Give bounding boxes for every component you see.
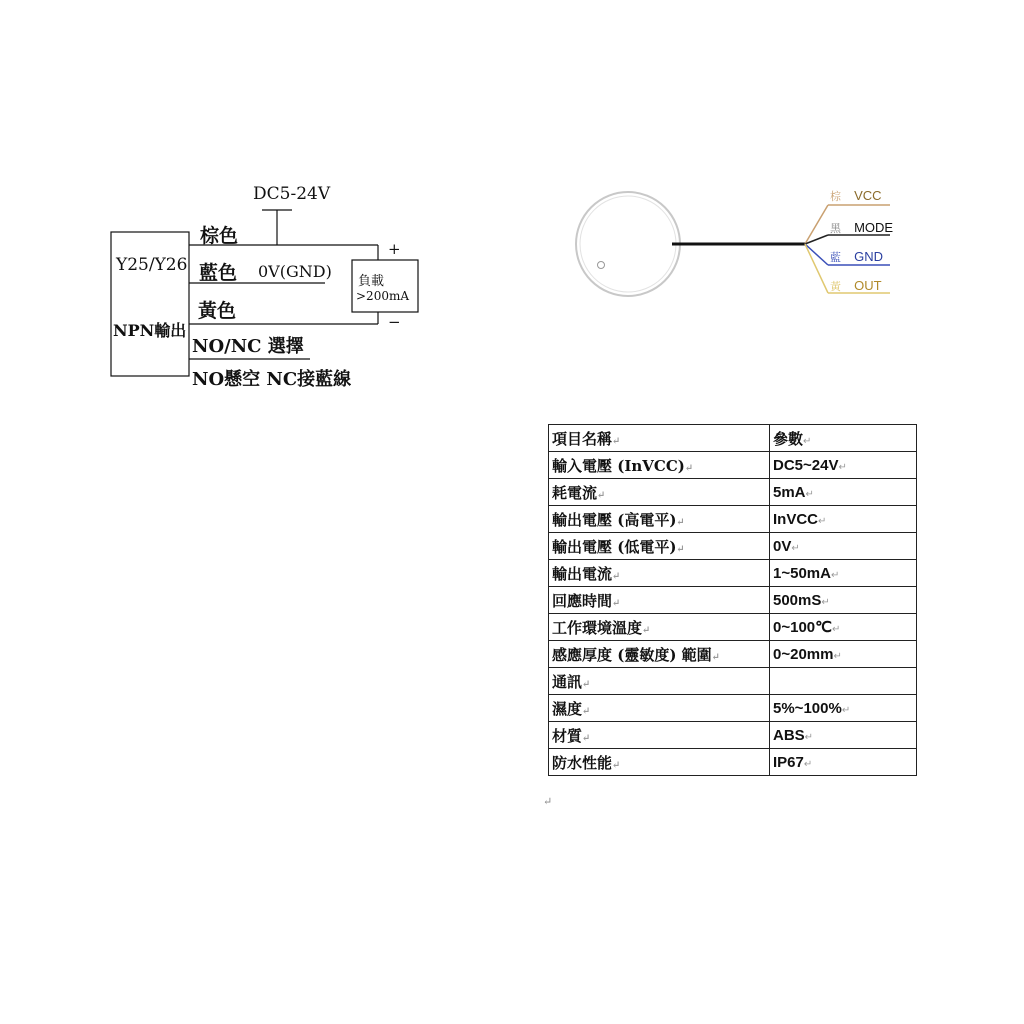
- table-row: [549, 641, 917, 668]
- table-row: [549, 506, 917, 533]
- paragraph-mark: ↵: [543, 795, 553, 808]
- wire-name-out: OUT: [854, 278, 882, 293]
- minus-label: −: [388, 313, 401, 331]
- spec-name: 回應時間↵: [549, 587, 770, 614]
- spec-name: 輸入電壓 (InVCC)↵: [549, 452, 770, 479]
- spec-value: IP67↵: [770, 749, 917, 776]
- wire-name-mode: MODE: [854, 220, 894, 235]
- wire-label-out: [830, 275, 882, 294]
- table-row: [549, 533, 917, 560]
- spec-name: 工作環境溫度↵: [549, 614, 770, 641]
- sensor-box: [111, 232, 189, 376]
- wire-gnd: [805, 244, 828, 265]
- table-row: [549, 749, 917, 776]
- wire-vcc: [805, 205, 828, 244]
- nonc-select-label: NO/NC 選擇: [192, 336, 304, 357]
- spec-name: 通訊↵: [549, 668, 770, 695]
- spec-value: ABS↵: [770, 722, 917, 749]
- spec-value: DC5~24V↵: [770, 452, 917, 479]
- spec-value: [770, 668, 917, 695]
- table-row: [549, 668, 917, 695]
- table-row: [549, 452, 917, 479]
- brown-wire-label: 棕色: [200, 225, 239, 247]
- plus-label: +: [388, 240, 401, 258]
- spec-value: 5mA↵: [770, 479, 917, 506]
- spec-value: 0~20mm↵: [770, 641, 917, 668]
- table-row: [549, 722, 917, 749]
- wire-mark-vcc: 棕: [830, 191, 841, 203]
- sensor-disc: [576, 192, 680, 296]
- wire-label-mode: [830, 217, 893, 236]
- table-row: [549, 425, 917, 452]
- wire-name-gnd: GND: [854, 249, 883, 264]
- spec-name: 濕度↵: [549, 695, 770, 722]
- wire-mark-gnd: 藍: [830, 252, 841, 264]
- spec-value: 5%~100%↵: [770, 695, 917, 722]
- table-row: [549, 587, 917, 614]
- spec-name: 耗電流↵: [549, 479, 770, 506]
- spec-value: 0~100℃↵: [770, 614, 917, 641]
- spec-name: 材質↵: [549, 722, 770, 749]
- table-row: [549, 614, 917, 641]
- wire-label-gnd: [830, 246, 883, 265]
- spec-value: 參數↵: [770, 425, 917, 452]
- supply-label: DC5-24V: [253, 184, 331, 204]
- wire-mark-out: 黃: [830, 281, 841, 293]
- wire-name-vcc: VCC: [854, 188, 882, 203]
- spec-name: 項目名稱↵: [549, 425, 770, 452]
- wire-mark-mode: 黑: [830, 223, 841, 235]
- output-type-label: NPN輸出: [113, 321, 187, 340]
- nonc-note-label: NO懸空 NC接藍線: [192, 369, 352, 390]
- blue-wire-label: 藍色: [199, 262, 238, 284]
- spec-table: [548, 424, 917, 776]
- spec-name: 感應厚度 (靈敏度) 範圍↵: [549, 641, 770, 668]
- table-row: [549, 479, 917, 506]
- wire-label-vcc: [830, 185, 882, 204]
- load-label-1: 負載: [358, 274, 385, 289]
- yellow-wire-label: 黃色: [198, 300, 237, 322]
- spec-name: 防水性能↵: [549, 749, 770, 776]
- spec-name: 輸出電壓 (高電平)↵: [549, 506, 770, 533]
- ground-label: 0V(GND): [258, 262, 332, 281]
- spec-value: 1~50mA↵: [770, 560, 917, 587]
- table-row: [549, 560, 917, 587]
- spec-name: 輸出電壓 (低電平)↵: [549, 533, 770, 560]
- spec-name: 輸出電流↵: [549, 560, 770, 587]
- sensor-model-label: Y25/Y26: [116, 255, 188, 275]
- wire-out: [805, 244, 828, 293]
- spec-value: 0V↵: [770, 533, 917, 560]
- spec-value: 500mS↵: [770, 587, 917, 614]
- spec-value: InVCC↵: [770, 506, 917, 533]
- load-label-2: >200mA: [356, 289, 410, 303]
- table-row: [549, 695, 917, 722]
